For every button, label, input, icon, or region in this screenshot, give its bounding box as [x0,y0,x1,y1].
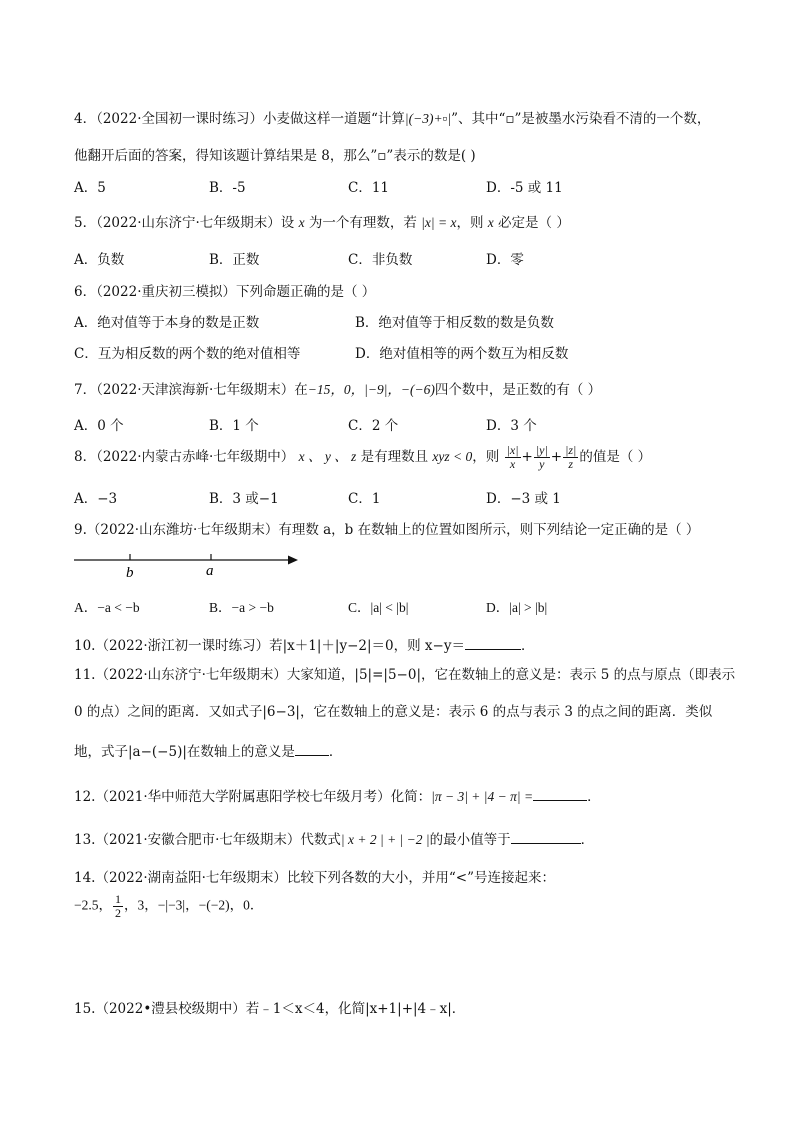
q13-expression: | x + 2 | + | −2 | [340,832,430,847]
q5-option-b[interactable]: B．正数 [209,252,260,268]
q6-option-c[interactable]: C．互为相反数的两个数的绝对值相等 [74,346,301,362]
question-4-line1 [74,107,710,127]
q10-text-post: ． [520,638,535,654]
q4-text-post: ”、其中“▫”是被墨水污染看不清的一个数， [451,111,711,127]
q5-text-pre: 5．（2022·山东济宁·七年级期末）设 [74,215,295,231]
q14-nums-post: ，3，−|−3|，−(−2)，0． [124,897,264,913]
q7-option-a[interactable]: A．0 个 [74,418,124,434]
q5-text-end: 必定是（ ） [498,215,570,231]
q5-text-post: ，则 [456,215,484,231]
q8-fraction-z [563,444,578,471]
question-11-line3 [74,740,342,760]
q11-text-pre: 地，式子|a−(−5)|在数轴上的意义是 [74,744,295,760]
q10-text-pre: 10.（2022·浙江初一课时练习）若|x＋1|＋|y−2|＝0，则 x−y＝ [74,638,465,654]
q5-var: x [298,215,305,230]
q8-fraction-y-num: |y| [535,443,548,457]
q4-option-d[interactable]: D．-5 或 11 [486,180,563,196]
q12-answer-blank[interactable] [533,788,587,801]
q8-vars: x 、 y 、 z [298,449,357,464]
q4-text-pre: 4．（2022·全国初一课时练习）小麦做这样一道题“计算 [74,111,405,127]
q8-fraction-y-den: y [539,457,545,471]
q4-option-b[interactable]: B．-5 [209,180,246,196]
q8-text-end: 的值是（ ） [579,449,652,465]
q14-numbers [74,893,263,920]
q8-option-b[interactable]: B．3 或−1 [209,491,279,507]
q6-option-a[interactable]: A．绝对值等于本身的数是正数 [74,315,260,331]
q7-text-post: 四个数中，是正数的有（ ） [434,382,602,398]
q8-text-post: ，则 [472,449,500,465]
q8-text-mid: 是有理数且 [360,449,429,465]
q8-condition: xyz < 0 [432,449,473,464]
question-8: 8．（2022·内蒙古赤峰·七年级期中） x 、 y 、 z 是有理数且 xyz < 0，则 $\frac{|x|}{x}$ + $\frac{|y|}{y}$ + $\frac{|z|}{z}$ 的值是（ ） [74,443,652,471]
q14-nums-pre: −2.5， [74,897,112,913]
question-7 [74,378,601,398]
q6-option-b[interactable]: B．绝对值等于相反数的数是负数 [355,315,554,331]
number-line-arrow [288,556,298,565]
q6-option-d[interactable]: D．绝对值相等的两个数互为相反数 [355,346,569,362]
q8-option-a[interactable]: A．−3 [74,491,118,507]
q8-fraction-z-den: z [568,457,574,471]
q8-fraction-x-num: |x| [506,443,519,457]
q11-answer-blank[interactable] [295,743,329,756]
question-4-line2: 他翻开后面的答案，得知该题计算结果是 8，那么”▫”表示的数是( ) [74,148,476,164]
q12-text-post: ． [587,789,601,805]
q8-option-d[interactable]: D．−3 或 1 [486,491,561,507]
question-13 [74,828,594,848]
q8-text-pre: 8．（2022·内蒙古赤峰·七年级期中） [74,449,295,465]
q8-option-c[interactable]: C．1 [348,491,381,507]
q5-var-2: x [487,215,494,230]
q9-option-b[interactable]: B．−a > −b [209,600,274,615]
q12-expression: |π − 3| + |4 − π| = [431,789,534,804]
q4-expression: |(−3)+▫| [404,111,452,126]
question-15: 15.（2022•澧县校级期中）若﹣1＜x＜4，化简|x+1|+|4﹣x|． [74,1001,466,1017]
number-line-figure [72,548,302,580]
q12-text-pre: 12.（2021·华中师范大学附属惠阳学校七年级月考）化简： [74,789,432,805]
question-9: 9.（2022·山东潍坊·七年级期末）有理数 a，b 在数轴上的位置如图所示，则下列结论一定正确的是（ ） [74,522,700,538]
q14-fraction-num: 1 [115,892,121,906]
q9-option-d[interactable]: D．|a| > |b| [486,600,548,615]
q7-option-d[interactable]: D．3 个 [486,418,537,434]
q7-option-c[interactable]: C．2 个 [348,418,399,434]
question-11-line1: 11.（2022·山东济宁·七年级期末）大家知道，|5|=|5−0|，它在数轴上的意义是：表示 5 的点与原点（即表示 [74,667,736,683]
q5-text-mid: 为一个有理数，若 [308,215,417,231]
q8-fraction-x [505,444,521,471]
q14-fraction-half [113,893,123,920]
q10-answer-blank[interactable] [465,637,521,650]
q4-option-a[interactable]: A．5 [74,180,106,196]
q5-condition: |x| = x [421,215,457,230]
label-b: b [126,565,134,580]
q5-option-c[interactable]: C．非负数 [348,252,413,268]
q7-text-pre: 7．（2022·天津滨海新·七年级期末）在 [74,382,308,398]
q11-text-post: ． [328,744,343,760]
q13-answer-blank[interactable] [511,831,581,844]
q14-fraction-den: 2 [115,906,121,920]
question-12 [74,785,601,805]
q9-option-a[interactable]: A．−a < −b [74,600,140,615]
q9-option-c[interactable]: C．|a| < |b| [348,600,409,615]
q4-option-c[interactable]: C．11 [348,180,390,196]
question-10 [74,634,534,654]
q13-text-post: ． [580,832,595,848]
q8-fraction-y [534,444,550,471]
q7-numbers: −15，0，|−9|，−(−6) [307,382,435,397]
q7-option-b[interactable]: B．1 个 [209,418,259,434]
q13-text-pre: 13.（2021·安徽合肥市·七年级期末）代数式 [74,832,341,848]
label-a: a [206,563,214,579]
question-11-line2: 0 的点）之间的距离．又如式子|6−3|，它在数轴上的意义是：表示 6 的点与表示 3 的点之间的距离．类似 [74,704,713,720]
q13-text-mid: 的最小值等于 [429,832,511,848]
q8-fraction-x-den: x [509,457,516,471]
question-14: 14.（2022·湖南益阳·七年级期末）比较下列各数的大小，并用“<”号连接起来： [74,870,556,886]
q5-option-a[interactable]: A．负数 [74,252,125,268]
q8-fraction-z-num: |z| [565,443,577,457]
q5-option-d[interactable]: D．零 [486,252,524,268]
question-6: 6．（2022·重庆初三模拟）下列命题正确的是（ ） [74,284,376,300]
question-5 [74,211,570,231]
